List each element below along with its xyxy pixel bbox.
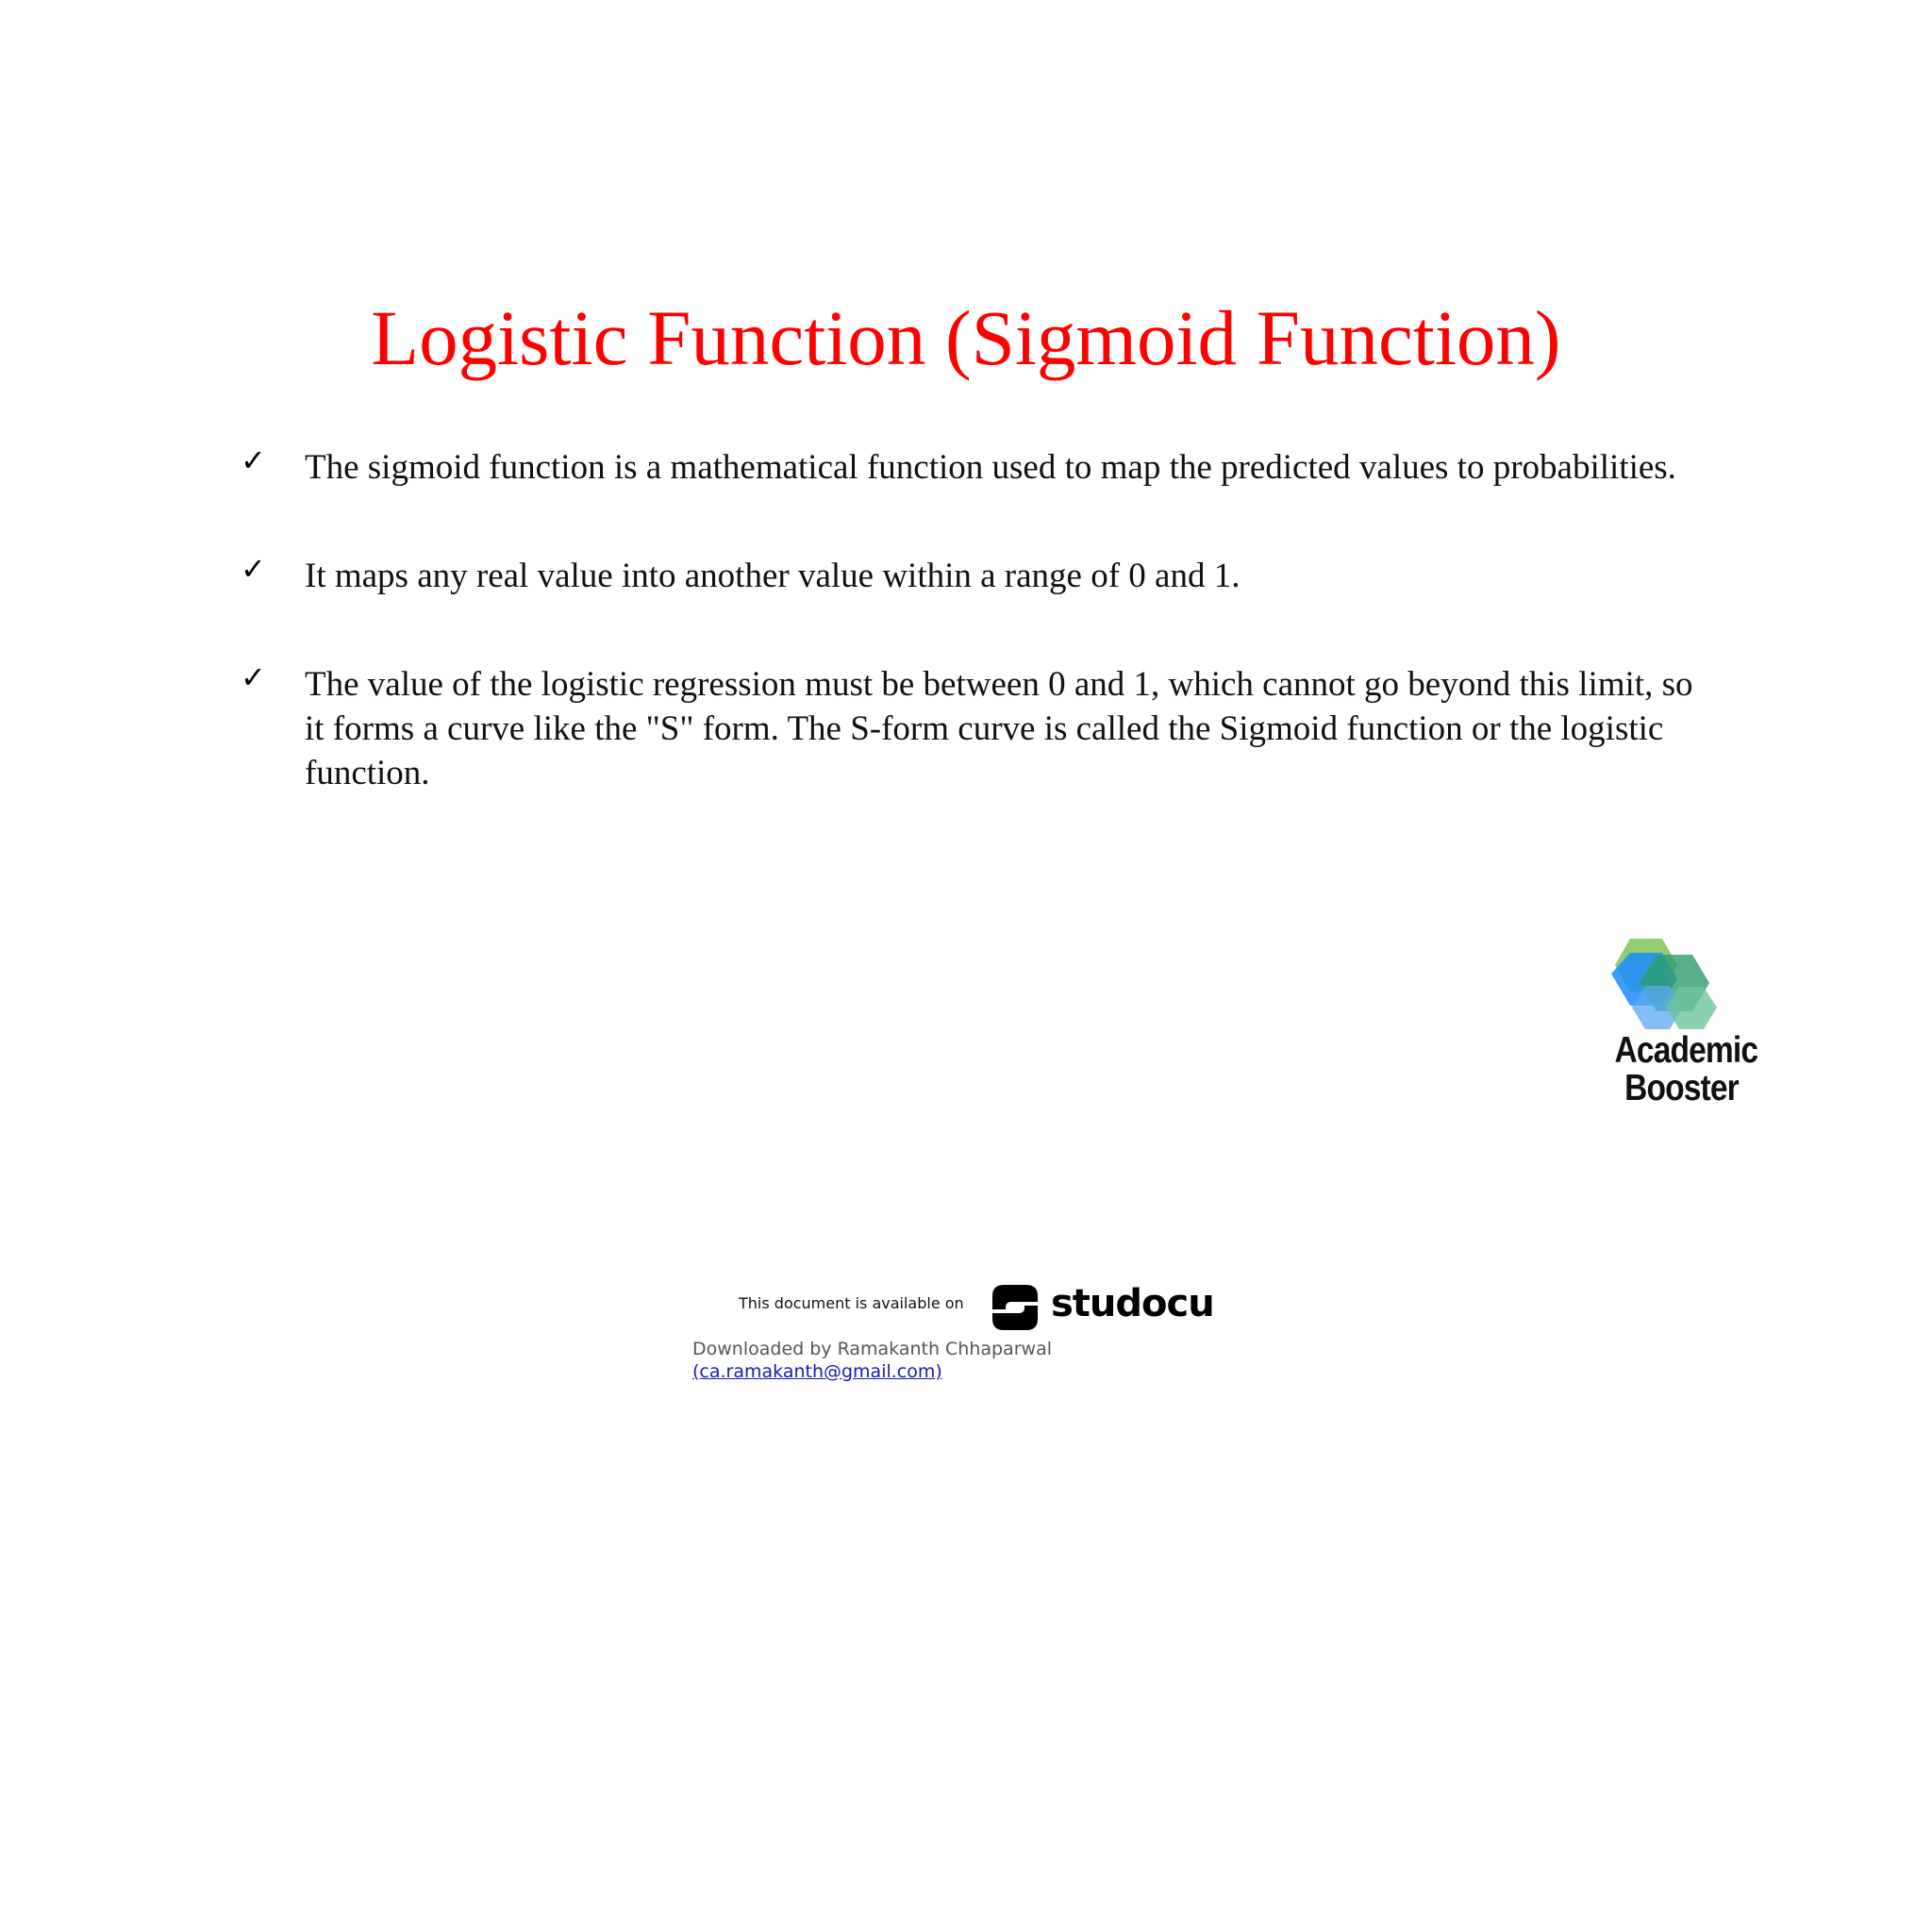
- downloaded-by-text: Downloaded by Ramakanth Chhaparwal: [692, 1339, 1053, 1359]
- bullet-list: [241, 442, 1693, 795]
- bullet-text: The sigmoid function is a mathematical function used to map the predicted values to probabilities.: [305, 448, 1676, 487]
- bullet-item: [241, 551, 1693, 598]
- bullet-text: The value of the logistic regression must be between 0 and 1, which cannot go beyond this limit, so it forms a curve like the "S" form. The S-form curve is called the Sigmoid function or the logistic function.: [305, 665, 1693, 792]
- logo-line-1: Academic: [1614, 1030, 1758, 1071]
- checkmark-icon: ✓: [241, 659, 266, 695]
- bullet-item: [241, 442, 1693, 490]
- checkmark-icon: ✓: [241, 442, 266, 478]
- logo-line-2: Booster: [1624, 1068, 1739, 1108]
- hexagon-logo-icon: [1604, 934, 1759, 1033]
- academic-booster-logo: [1604, 934, 1759, 1123]
- bullet-item: [241, 659, 1693, 795]
- studocu-logo[interactable]: studocu: [1051, 1282, 1214, 1325]
- studocu-icon: [989, 1281, 1041, 1334]
- bullet-text: It maps any real value into another value within a range of 0 and 1.: [305, 557, 1241, 595]
- logo-wordmark: [1614, 1030, 1758, 1108]
- checkmark-icon: ✓: [241, 551, 266, 587]
- slide-title: Logistic Function (Sigmoid Function): [371, 294, 1561, 381]
- availability-text: This document is available on: [739, 1294, 964, 1312]
- email-link[interactable]: (ca.ramakanth@gmail.com): [692, 1361, 942, 1382]
